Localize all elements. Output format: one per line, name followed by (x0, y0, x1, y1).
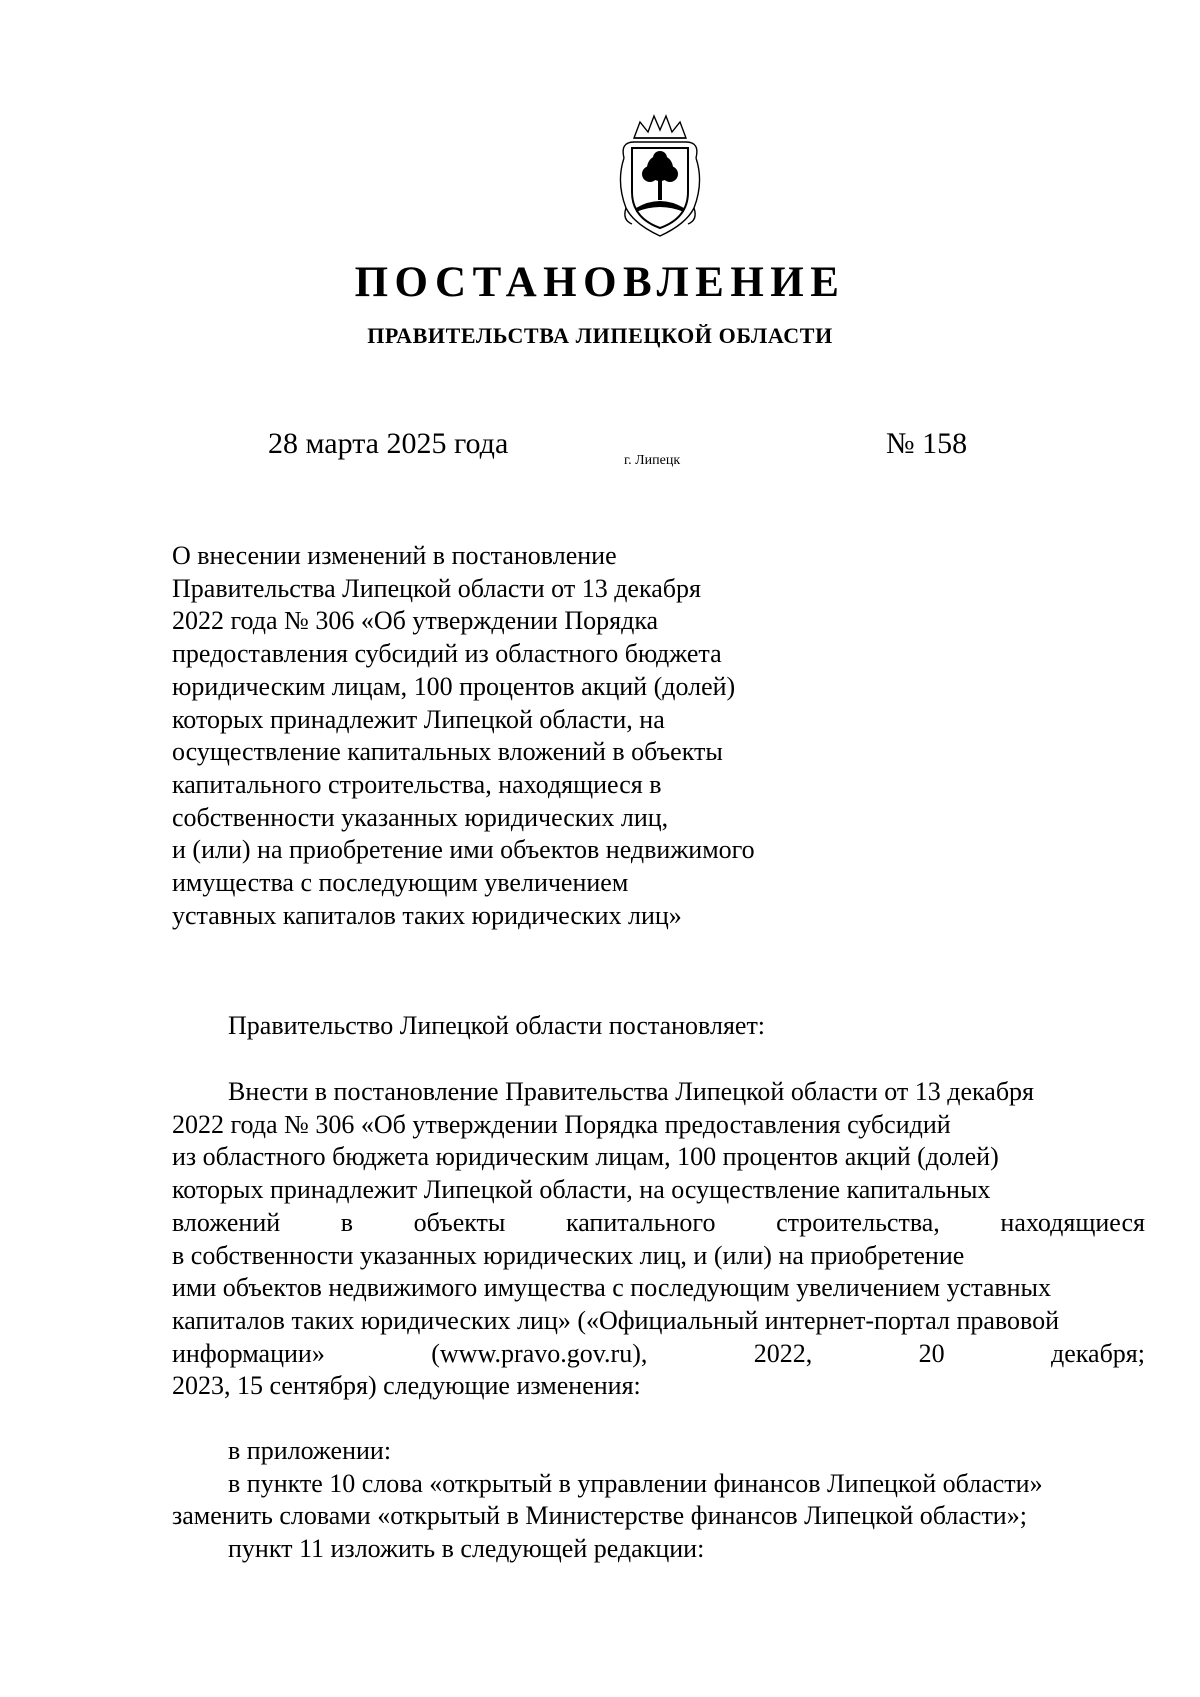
paragraph-line: из областного бюджета юридическим лицам, 100 процентов акций (долей) (172, 1142, 999, 1172)
amendment-line: в приложении: (228, 1436, 392, 1465)
paragraph-line: в собственности указанных юридических лиц, и (или) на приобретение (172, 1240, 965, 1270)
subject-line: осуществление капитальных вложений в объекты (172, 737, 723, 767)
subject-line: которых принадлежит Липецкой области, на (172, 704, 665, 734)
paragraph-line: которых принадлежит Липецкой области, на осуществление капитальных (172, 1175, 991, 1205)
paragraph-line: 2022 года № 306 «Об утверждении Порядка предоставления субсидий (172, 1109, 951, 1139)
amendment-line: пункт 11 изложить в следующей редакции: (228, 1534, 705, 1564)
decree-statement (172, 1010, 1145, 1043)
coat-of-arms-emblem (612, 112, 708, 242)
document-number: № 158 (886, 427, 968, 460)
subject-line: имущества с последующим увеличением (172, 868, 629, 898)
word: объекты (413, 1207, 506, 1237)
subject-line: Правительства Липецкой области от 13 декабря (172, 573, 701, 603)
subject-line: юридическим лицам, 100 процентов акций (долей) (172, 671, 736, 701)
paragraph-line (172, 1338, 1145, 1371)
word: в (340, 1207, 354, 1237)
word: 2022, (753, 1338, 813, 1368)
paragraph-line: ими объектов недвижимого имущества с последующим увеличением уставных (172, 1273, 1052, 1303)
word: (www.pravo.gov.ru), (431, 1338, 648, 1368)
word: информации» (172, 1338, 325, 1368)
subject-line: предоставления субсидий из областного бюджета (172, 639, 722, 669)
amendment-line: заменить словами «открытый в Министерстве финансов Липецкой области»; (172, 1501, 1027, 1531)
document-city: г. Липецк (624, 453, 681, 468)
word: капитального (565, 1207, 716, 1237)
paragraph-line: 2023, 15 сентября) следующие изменения: (172, 1371, 641, 1401)
paragraph-line: капиталов таких юридических лиц» («Официальный интернет-портал правовой (172, 1305, 1060, 1335)
issuing-authority: ПРАВИТЕЛЬСТВА ЛИПЕЦКОЙ ОБЛАСТИ (367, 323, 833, 348)
document-title: ПОСТАНОВЛЕНИЕ (354, 259, 846, 306)
paragraph-line: Внести в постановление Правительства Липецкой области от 13 декабря (228, 1077, 1035, 1106)
paragraph-line (172, 1207, 1145, 1240)
word: вложений (172, 1207, 281, 1237)
subject-line: и (или) на приобретение ими объектов недвижимого (172, 835, 755, 865)
subject-line: О внесении изменений в постановление (172, 541, 617, 570)
word: строительства, (776, 1207, 940, 1237)
amendments-list (172, 1435, 1145, 1566)
word: декабря; (1051, 1338, 1145, 1368)
subject-line: 2022 года № 306 «Об утверждении Порядка (172, 606, 659, 636)
word: 20 (918, 1338, 945, 1368)
decree-line: Правительство Липецкой области постановляет: (228, 1011, 766, 1040)
subject-line: уставных капиталов таких юридических лиц» (172, 900, 682, 930)
main-paragraph (172, 1076, 1145, 1403)
subject-line: собственности указанных юридических лиц, (172, 802, 669, 832)
amendment-line: в пункте 10 слова «открытый в управлении финансов Липецкой области» (228, 1468, 1043, 1498)
document-subject (172, 540, 852, 932)
document-date: 28 марта 2025 года (268, 427, 509, 460)
word: находящиеся (1000, 1207, 1145, 1237)
subject-line: капитального строительства, находящиеся в (172, 769, 662, 799)
